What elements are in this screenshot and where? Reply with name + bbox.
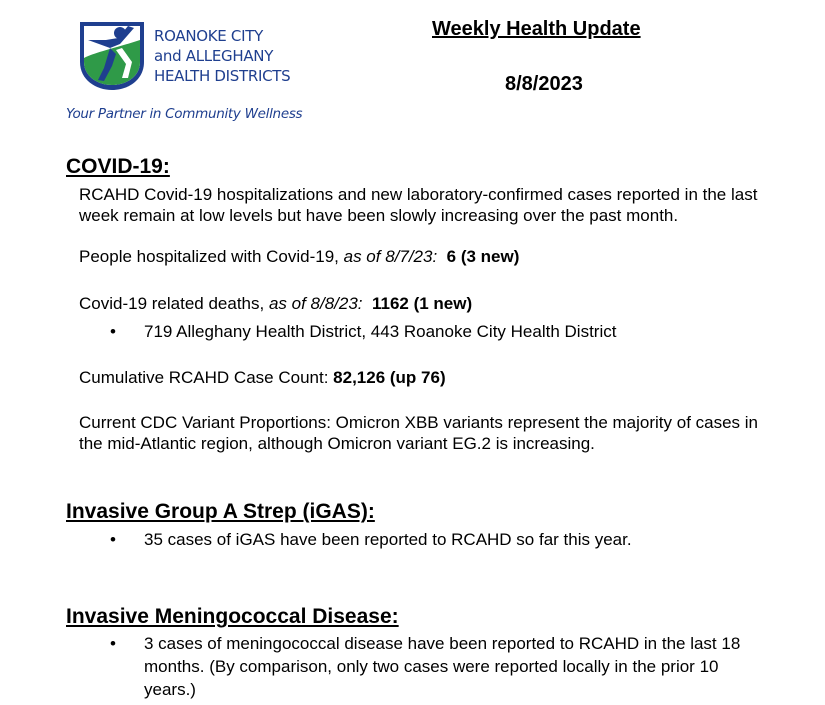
- deaths-breakdown-item: [110, 320, 750, 343]
- deaths-label: Covid-19 related deaths,: [79, 294, 269, 313]
- tagline: Your Partner in Community Wellness: [66, 106, 303, 122]
- deaths-value: 1162 (1 new): [371, 294, 473, 313]
- hospitalized-line: [79, 246, 519, 267]
- meningococcal-heading: Invasive Meningococcal Disease:: [66, 605, 399, 628]
- bullet-icon: •: [110, 634, 116, 653]
- org-logo: [66, 18, 314, 128]
- cumulative-label: Cumulative RCAHD Case Count:: [79, 368, 334, 387]
- igas-text: 35 cases of iGAS have been reported to RCAHD so far this year.: [144, 530, 632, 549]
- org-name-line-3: HEALTH DISTRICTS: [154, 67, 291, 85]
- meningococcal-item: [110, 632, 760, 701]
- document-title: Weekly Health Update: [432, 18, 641, 40]
- hospitalized-label: People hospitalized with Covid-19,: [79, 247, 344, 266]
- bullet-icon: •: [110, 322, 116, 341]
- covid-intro: RCAHD Covid-19 hospitalizations and new laboratory-confirmed cases reported in the last week remain at low levels but have been slowly increasing over the past month.: [79, 185, 758, 225]
- hospitalized-asof: as of 8/7/23:: [343, 247, 438, 266]
- igas-heading: Invasive Group A Strep (iGAS):: [66, 500, 375, 523]
- deaths-line: [79, 293, 472, 314]
- bullet-icon: •: [110, 530, 116, 549]
- cumulative-line: [79, 367, 446, 388]
- covid-heading: COVID-19:: [66, 155, 170, 178]
- org-name-line-2: and ALLEGHANY: [154, 47, 274, 65]
- hospitalized-value: 6 (3 new): [446, 247, 520, 266]
- deaths-breakdown-text: 719 Alleghany Health District, 443 Roanoke City Health District: [144, 322, 617, 341]
- org-name: [154, 26, 290, 86]
- org-name-line-1: ROANOKE CITY: [154, 27, 263, 45]
- variant-text: Current CDC Variant Proportions: Omicron XBB variants represent the majority of cases in the mid-Atlantic region, although Omicron variant EG.2 is increasing.: [79, 413, 759, 453]
- deaths-asof: as of 8/8/23:: [268, 294, 363, 313]
- igas-item: [110, 528, 750, 551]
- person-logo-icon: [76, 18, 148, 92]
- document-date: 8/8/2023: [505, 73, 583, 95]
- meningococcal-text: 3 cases of meningococcal disease have been reported to RCAHD in the last 18 months. (By comparison, only two cases were reported locally in the prior 10 years.): [144, 634, 741, 699]
- cumulative-value: 82,126 (up 76): [333, 368, 446, 387]
